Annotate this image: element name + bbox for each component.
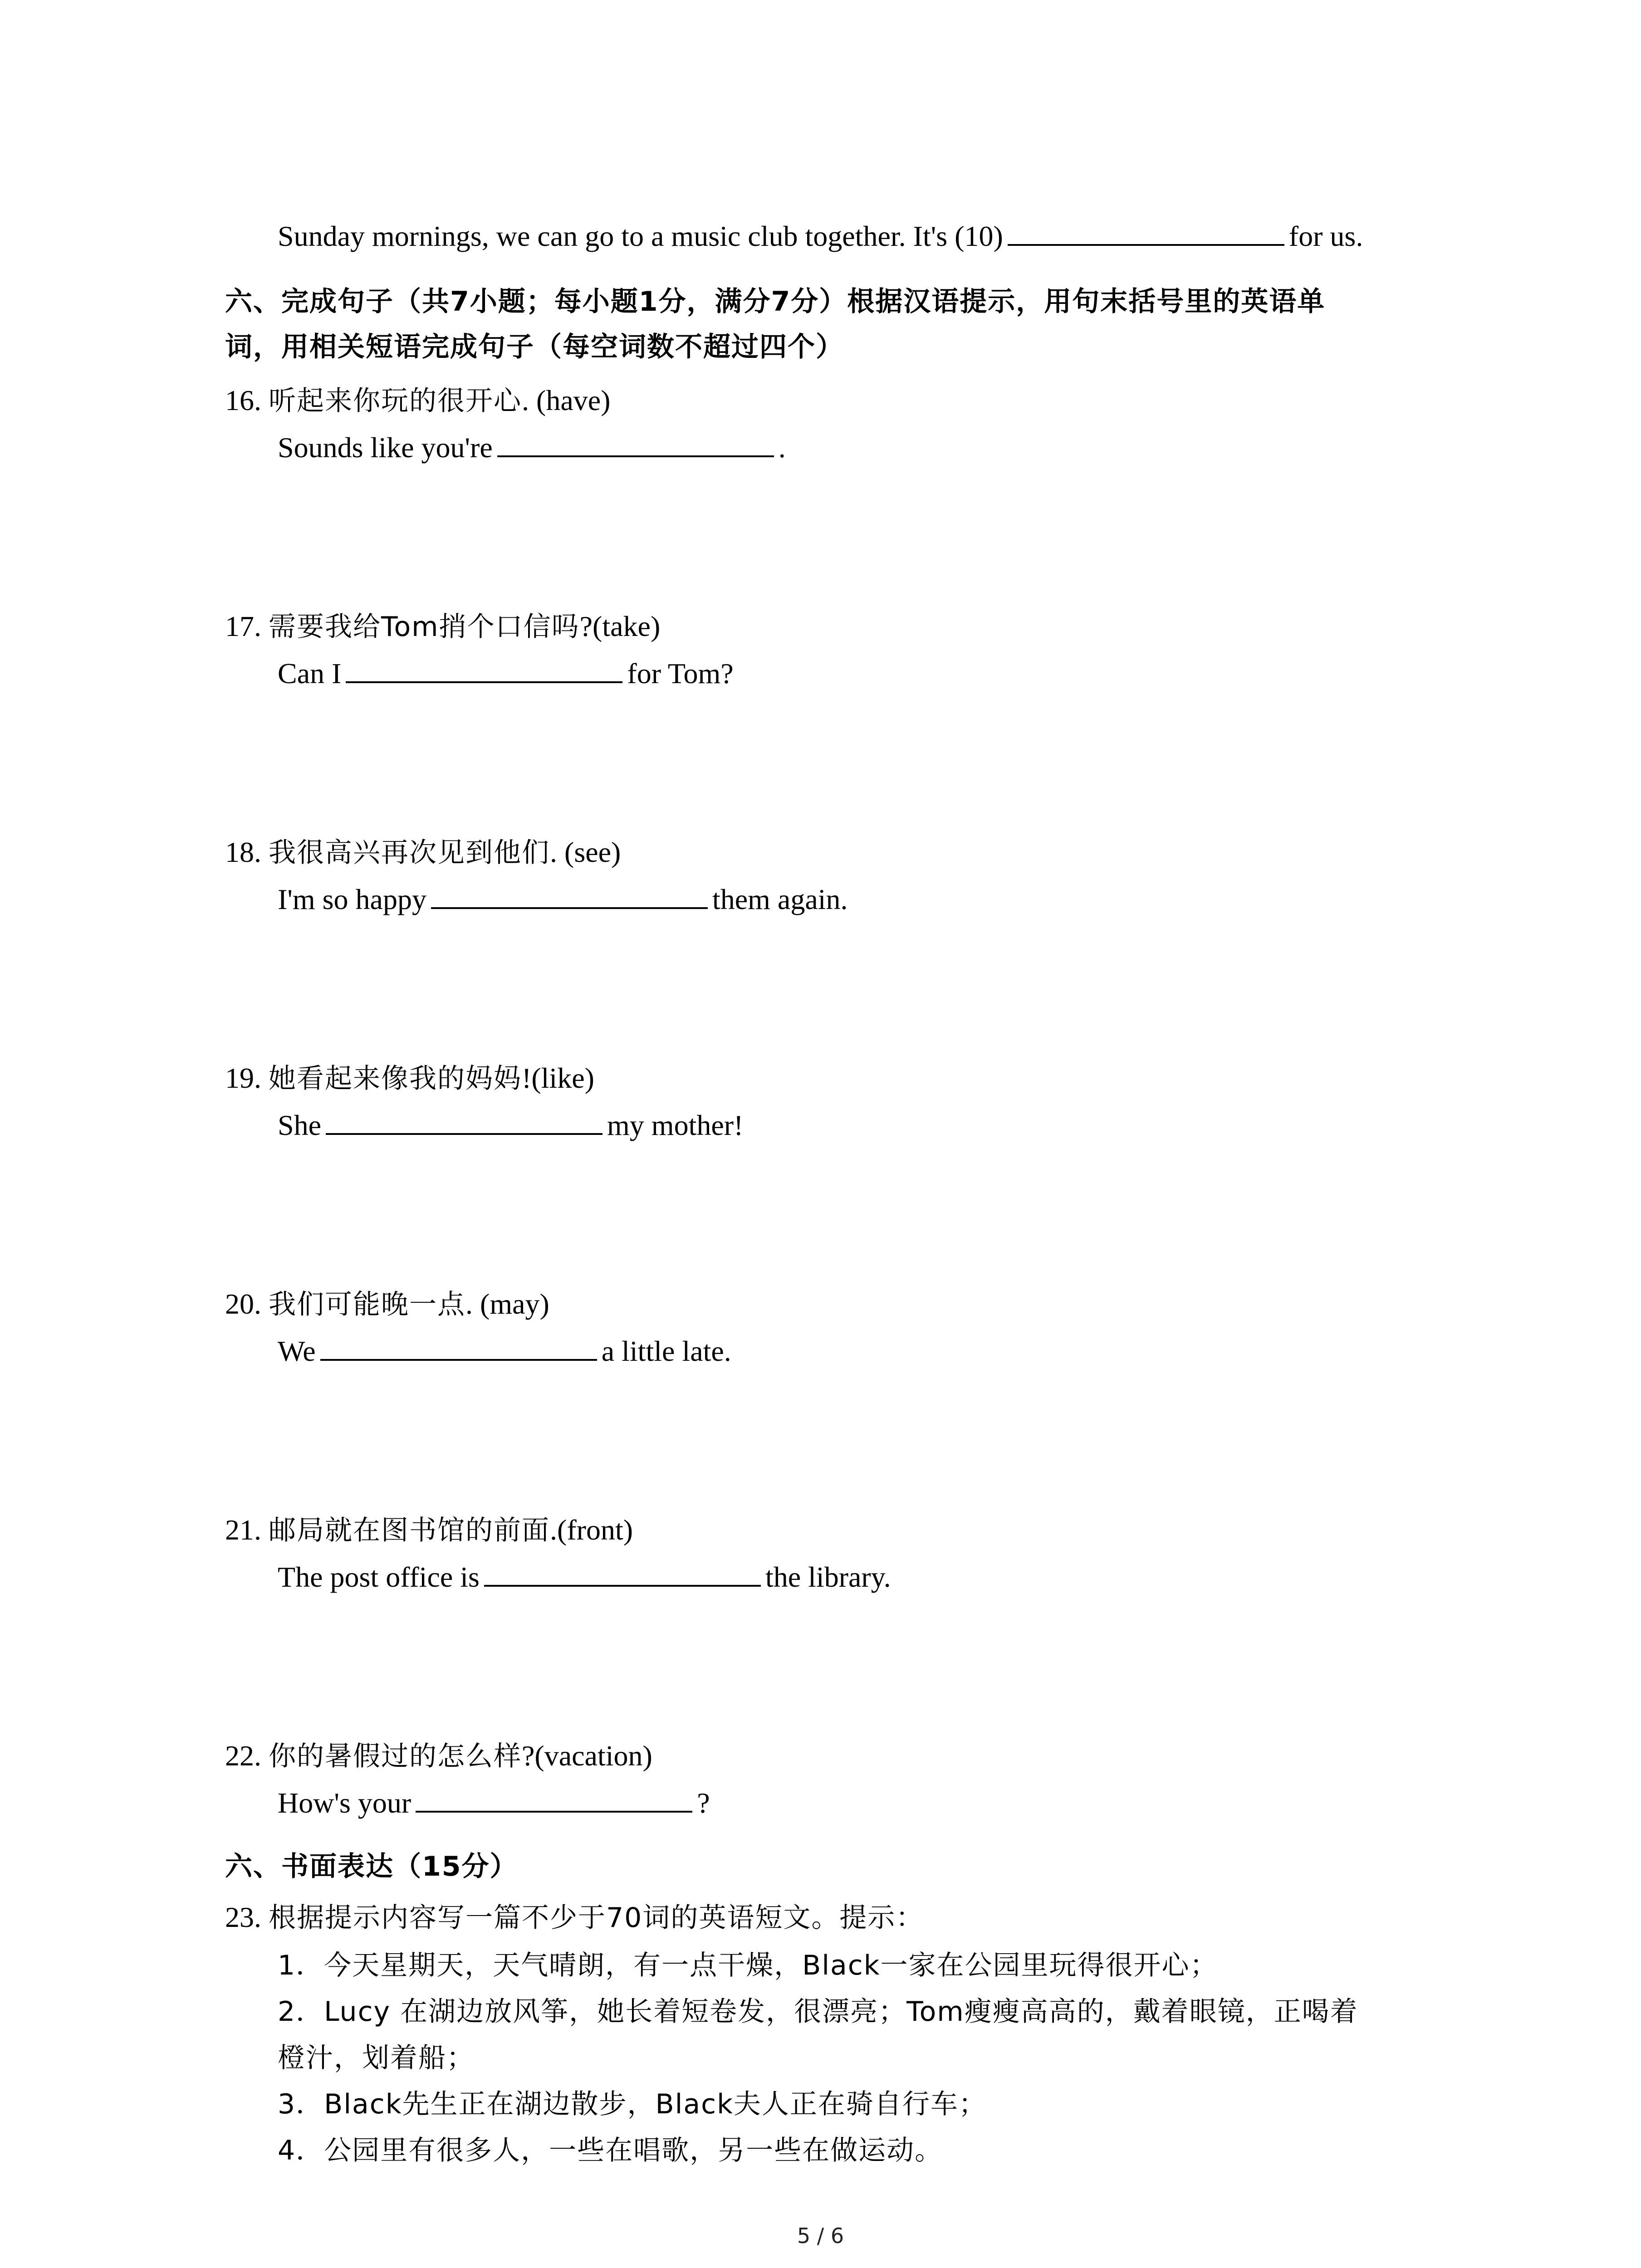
question-chinese: 我们可能晚一点 — [269, 1289, 465, 1320]
answer-after: the library. — [765, 1561, 891, 1593]
question-23-prompt — [225, 1898, 924, 1937]
question-21-prompt — [225, 1510, 633, 1550]
answer-after: a little late. — [601, 1335, 731, 1367]
question-chinese: 你的暑假过的怎么样 — [269, 1740, 522, 1772]
question-18-answer — [278, 880, 848, 919]
question-17-prompt — [225, 607, 660, 646]
writing-point-2-cont: 橙汁，划着船； — [278, 2042, 475, 2074]
answer-blank-19[interactable] — [326, 1107, 603, 1135]
answer-after: them again. — [712, 883, 848, 915]
question-number: 20. — [225, 1288, 261, 1320]
page-number: 5 / 6 — [797, 2224, 844, 2248]
writing-point-3: 3．Black先生正在湖边散步，Black夫人正在骑自行车； — [278, 2088, 987, 2120]
answer-before: Sounds like you're — [278, 431, 493, 464]
question-20-answer — [278, 1332, 731, 1371]
question-chinese: 她看起来像我的妈妈 — [269, 1063, 522, 1095]
question-number: 22. — [225, 1740, 261, 1772]
question-22-prompt — [225, 1736, 652, 1776]
question-19-prompt — [225, 1059, 594, 1098]
answer-blank-10[interactable] — [1008, 218, 1284, 246]
answer-before: She — [278, 1109, 321, 1141]
answer-before: We — [278, 1335, 316, 1367]
question-17-answer — [278, 654, 734, 693]
answer-blank-17[interactable] — [346, 655, 622, 683]
answer-blank-22[interactable] — [416, 1784, 692, 1813]
writing-point-4: 4．公园里有很多人，一些在唱歌，另一些在做运动。 — [278, 2135, 943, 2166]
passage-tail-line — [278, 217, 1363, 256]
question-chinese: 我很高兴再次见到他们 — [269, 837, 550, 869]
section-six-title-line1: 六、完成句子（共7小题；每小题1分，满分7分）根据汉语提示，用句末括号里的英语单 — [225, 286, 1326, 318]
answer-blank-21[interactable] — [484, 1559, 761, 1587]
question-chinese: 听起来你玩的很开心 — [269, 385, 522, 417]
passage-tail-after: for us. — [1288, 220, 1363, 252]
writing-section-title: 六、书面表达（15分） — [225, 1851, 518, 1882]
question-21-answer — [278, 1558, 891, 1597]
answer-before: The post office is — [278, 1561, 480, 1593]
question-chinese: 邮局就在图书馆的前面 — [269, 1515, 550, 1546]
writing-point-2: 2．Lucy 在湖边放风筝，她长着短卷发，很漂亮；Tom瘦瘦高高的，戴着眼镜，正喝着 — [278, 1996, 1358, 2028]
question-20-prompt — [225, 1285, 549, 1324]
question-number: 19. — [225, 1062, 261, 1094]
answer-after: ? — [697, 1787, 710, 1819]
question-number: 17. — [225, 610, 261, 642]
section-six-title-line2: 词，用相关短语完成句子（每空词数不超过四个） — [225, 331, 844, 363]
question-hint: . (see) — [550, 836, 621, 868]
question-hint: !(like) — [522, 1062, 594, 1094]
question-hint: . (may) — [465, 1288, 549, 1320]
answer-after: . — [778, 431, 786, 464]
question-number: 16. — [225, 384, 261, 416]
question-19-answer — [278, 1106, 743, 1145]
answer-blank-20[interactable] — [320, 1333, 597, 1361]
passage-tail-before: Sunday mornings, we can go to a music club together. It's (10) — [278, 220, 1003, 252]
answer-blank-16[interactable] — [497, 429, 774, 457]
answer-before: I'm so happy — [278, 883, 426, 915]
answer-before: How's your — [278, 1787, 411, 1819]
question-number: 18. — [225, 836, 261, 868]
question-16-prompt — [225, 381, 610, 420]
answer-blank-18[interactable] — [431, 881, 708, 909]
answer-after: for Tom? — [627, 657, 734, 689]
question-22-answer — [278, 1784, 710, 1823]
question-number: 23. — [225, 1901, 261, 1933]
question-hint: ?(take) — [579, 610, 661, 642]
question-number: 21. — [225, 1514, 261, 1546]
question-16-answer — [278, 428, 786, 467]
writing-point-1: 1．今天星期天，天气晴朗，有一点干燥，Black一家在公园里玩得很开心； — [278, 1950, 1218, 1981]
question-text: 根据提示内容写一篇不少于70词的英语短文。提示： — [269, 1902, 924, 1934]
question-18-prompt — [225, 833, 621, 872]
answer-after: my mother! — [607, 1109, 744, 1141]
question-chinese: 需要我给Tom捎个口信吗 — [269, 611, 580, 643]
question-hint: . (have) — [522, 384, 611, 416]
answer-before: Can I — [278, 657, 342, 689]
question-hint: .(front) — [550, 1514, 633, 1546]
question-hint: ?(vacation) — [522, 1740, 652, 1772]
